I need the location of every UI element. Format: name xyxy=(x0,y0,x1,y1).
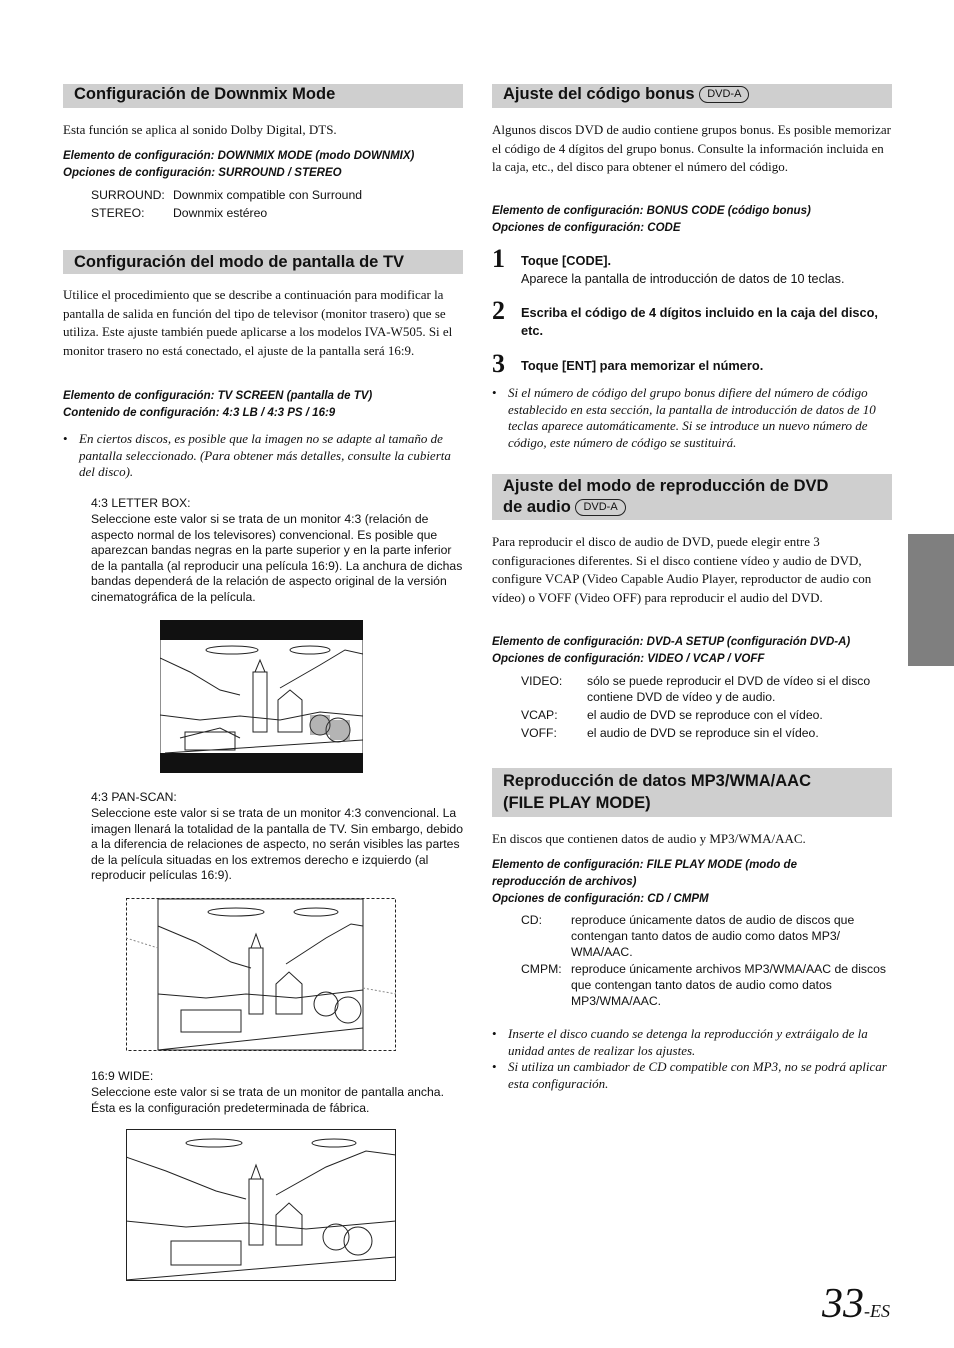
step-number-2: 2 xyxy=(492,296,505,325)
panscan-illustration xyxy=(126,898,396,1051)
step3-a: Toque xyxy=(521,358,562,373)
wide-illustration xyxy=(126,1129,396,1281)
tv-item-line1: Elemento de configuración: TV SCREEN (pantalla de TV) xyxy=(63,390,373,402)
section-heading-bonus-code xyxy=(492,84,892,108)
dvda-heading-line1: Ajuste del modo de reproducción de DVD xyxy=(503,477,829,495)
option-desc: Downmix compatible con Surround xyxy=(173,188,362,202)
section-heading-file-play xyxy=(492,768,892,817)
bonus-heading-text: Ajuste del código bonus xyxy=(503,85,695,103)
mp3-item-line1: Elemento de configuración: FILE PLAY MODE (modo de xyxy=(492,859,797,871)
dvda-option-video xyxy=(521,674,891,706)
dvda-heading-line2: de audio xyxy=(503,498,571,516)
tv-item-line2: Contenido de configuración: 4:3 LB / 4:3 PS / 16:9 xyxy=(63,407,336,419)
dvda-item-line1: Elemento de configuración: DVD-A SETUP (configuración DVD-A) xyxy=(492,636,851,648)
tv-intro: Utilice el procedimiento que se describe a continuación para modificar la pantalla de salida en función del tipo de televisor (monitor trasero) que se utiliza. Este ajuste también puede aplicarse a los modelos IVA-W505. Si el monitor trasero no está conectado, el ajuste de la pantalla será 16:9. xyxy=(63,287,453,358)
ent-key: [ENT] xyxy=(562,358,597,373)
bonus-note: • Si el número de código del grupo bonus difiere del número de código establecido en esta sección, la pantalla de introducción de datos de 10 teclas aparece automáticamente. Si se introduce un nuevo número de código, este número de código se sustituirá. xyxy=(492,385,892,451)
letterbox-illustration xyxy=(160,620,363,773)
tv-note: • En ciertos discos, es posible que la imagen no se adapte al tamaño de pantalla seleccionado. (Para obtener más detalles, consulte la cubierta del disco). xyxy=(63,431,463,481)
step-number-1: 1 xyxy=(492,244,505,273)
option-term: VCAP: xyxy=(521,708,558,722)
downmix-intro: Esta función se aplica al sonido Dolby Digital, DTS. xyxy=(63,122,337,137)
option-term: CD: xyxy=(521,913,542,927)
page-number-value: 33 xyxy=(822,1281,864,1327)
mp3-option-cmpm xyxy=(521,962,891,1010)
step-3 xyxy=(521,357,891,375)
option-term: SURROUND: xyxy=(91,188,165,202)
option-desc: el audio de DVD se reproduce con el vídeo. xyxy=(587,708,823,722)
letterbox-text: Seleccione este valor si se trata de un monitor 4:3 (relación de aspecto normal de los televisores) convencional. Es posible que aparezcan bandas negras en la parte superior y en la parte inferior de la pantalla (al reproducir una película 16:9). La anchura de dichas bandas dependerá de la relación de aspecto original de la versión cinematográfica de la película. xyxy=(91,512,463,604)
dvda-option-vcap xyxy=(521,708,891,724)
option-desc: el audio de DVD se reproduce sin el vídeo. xyxy=(587,726,819,740)
mp3-item-line3: Opciones de configuración: CD / CMPM xyxy=(492,893,709,905)
step-number-3: 3 xyxy=(492,349,505,378)
mp3-option-cd xyxy=(521,913,891,961)
step-2: Escriba el código de 4 dígitos incluido en la caja del disco, etc. xyxy=(521,305,878,338)
dvda-item-line2: Opciones de configuración: VIDEO / VCAP / VOFF xyxy=(492,653,765,665)
mp3-heading-line1: Reproducción de datos MP3/WMA/AAC xyxy=(503,772,812,790)
option-term: VIDEO: xyxy=(521,674,563,688)
option-desc: reproduce únicamente archivos MP3/WMA/AAC de discos que contengan tanto datos de audio como datos MP3/WMA/AAC. xyxy=(571,962,886,1008)
code-key: [CODE] xyxy=(562,253,608,268)
panscan-text: Seleccione este valor si se trata de un monitor 4:3 convencional. La imagen llenará la totalidad de la pantalla de TV. Sin embargo, debido a la diferencia de relaciones de aspecto, no serán visibles las partes de la película situadas en los extremos derecho e izquierdo (al reproducir películas 16:9). xyxy=(91,806,463,883)
option-term: VOFF: xyxy=(521,726,557,740)
letterbox-title: 4:3 LETTER BOX: xyxy=(91,496,191,510)
section-heading-dvd-audio xyxy=(492,474,892,520)
dvda-option-voff xyxy=(521,726,891,742)
bonus-item-line1: Elemento de configuración: BONUS CODE (código bonus) xyxy=(492,205,811,217)
mp3-note-2: • Si utiliza un cambiador de CD compatible con MP3, no se podrá aplicar esta configuración. xyxy=(492,1059,892,1092)
page-number xyxy=(822,1280,890,1328)
step3-c: para memorizar el número. xyxy=(596,358,764,373)
option-term: STEREO: xyxy=(91,206,145,220)
step1-a: Toque xyxy=(521,253,562,268)
mp3-heading-line2: (FILE PLAY MODE) xyxy=(503,794,651,812)
page-number-suffix: -ES xyxy=(864,1301,890,1321)
mp3-item-line2: reproducción de archivos) xyxy=(492,876,637,888)
wide-title: 16:9 WIDE: xyxy=(91,1069,154,1083)
bonus-intro: Algunos discos DVD de audio contiene grupos bonus. Es posible memorizar el código de 4 dígitos del grupo bonus. Consulte la información incluida en la caja, etc., del disco para obtener el número del código. xyxy=(492,122,891,174)
dvda-intro: Para reproducir el disco de audio de DVD, puede elegir entre 3 configuraciones diferentes. Si el disco contiene vídeo y audio de DVD, configure VCAP (Video Capable Audio Player, reproductor de audio con vídeo) o VOFF (Video OFF) para reproducir el audio del DVD. xyxy=(492,534,872,605)
section-heading-tv-screen: Configuración del modo de pantalla de TV xyxy=(63,250,463,274)
mp3-note-1: • Inserte el disco cuando se detenga la reproducción y extráigalo de la unidad antes de realizar los ajustes. xyxy=(492,1026,892,1059)
option-desc: sólo se puede reproducir el DVD de vídeo si el disco contiene DVD de vídeo y de audio. xyxy=(587,674,871,704)
option-desc: Downmix estéreo xyxy=(173,206,268,220)
dvd-a-badge: DVD-A xyxy=(575,499,625,516)
downmix-option-surround xyxy=(91,188,463,204)
option-term: CMPM: xyxy=(521,962,562,976)
downmix-option-stereo xyxy=(91,206,463,222)
dvd-a-badge: DVD-A xyxy=(699,86,749,103)
side-tab xyxy=(908,534,954,666)
section-heading-downmix: Configuración de Downmix Mode xyxy=(63,84,463,108)
step1-c: . xyxy=(607,253,612,268)
step-1-sub: Aparece la pantalla de introducción de datos de 10 teclas. xyxy=(521,272,845,286)
wide-text: Seleccione este valor si se trata de un monitor de pantalla ancha. Ésta es la configuración predeterminada de fábrica. xyxy=(91,1085,444,1115)
bonus-item-line2: Opciones de configuración: CODE xyxy=(492,222,681,234)
mp3-intro: En discos que contienen datos de audio y MP3/WMA/AAC. xyxy=(492,831,806,846)
downmix-item-line2: Opciones de configuración: SURROUND / STEREO xyxy=(63,167,342,179)
step-1 xyxy=(521,252,891,270)
panscan-title: 4:3 PAN-SCAN: xyxy=(91,790,177,804)
option-desc: reproduce únicamente datos de audio de discos que contengan tanto datos de audio como datos MP3/ WMA/AAC. xyxy=(571,913,855,959)
downmix-item-line1: Elemento de configuración: DOWNMIX MODE (modo DOWNMIX) xyxy=(63,150,415,162)
